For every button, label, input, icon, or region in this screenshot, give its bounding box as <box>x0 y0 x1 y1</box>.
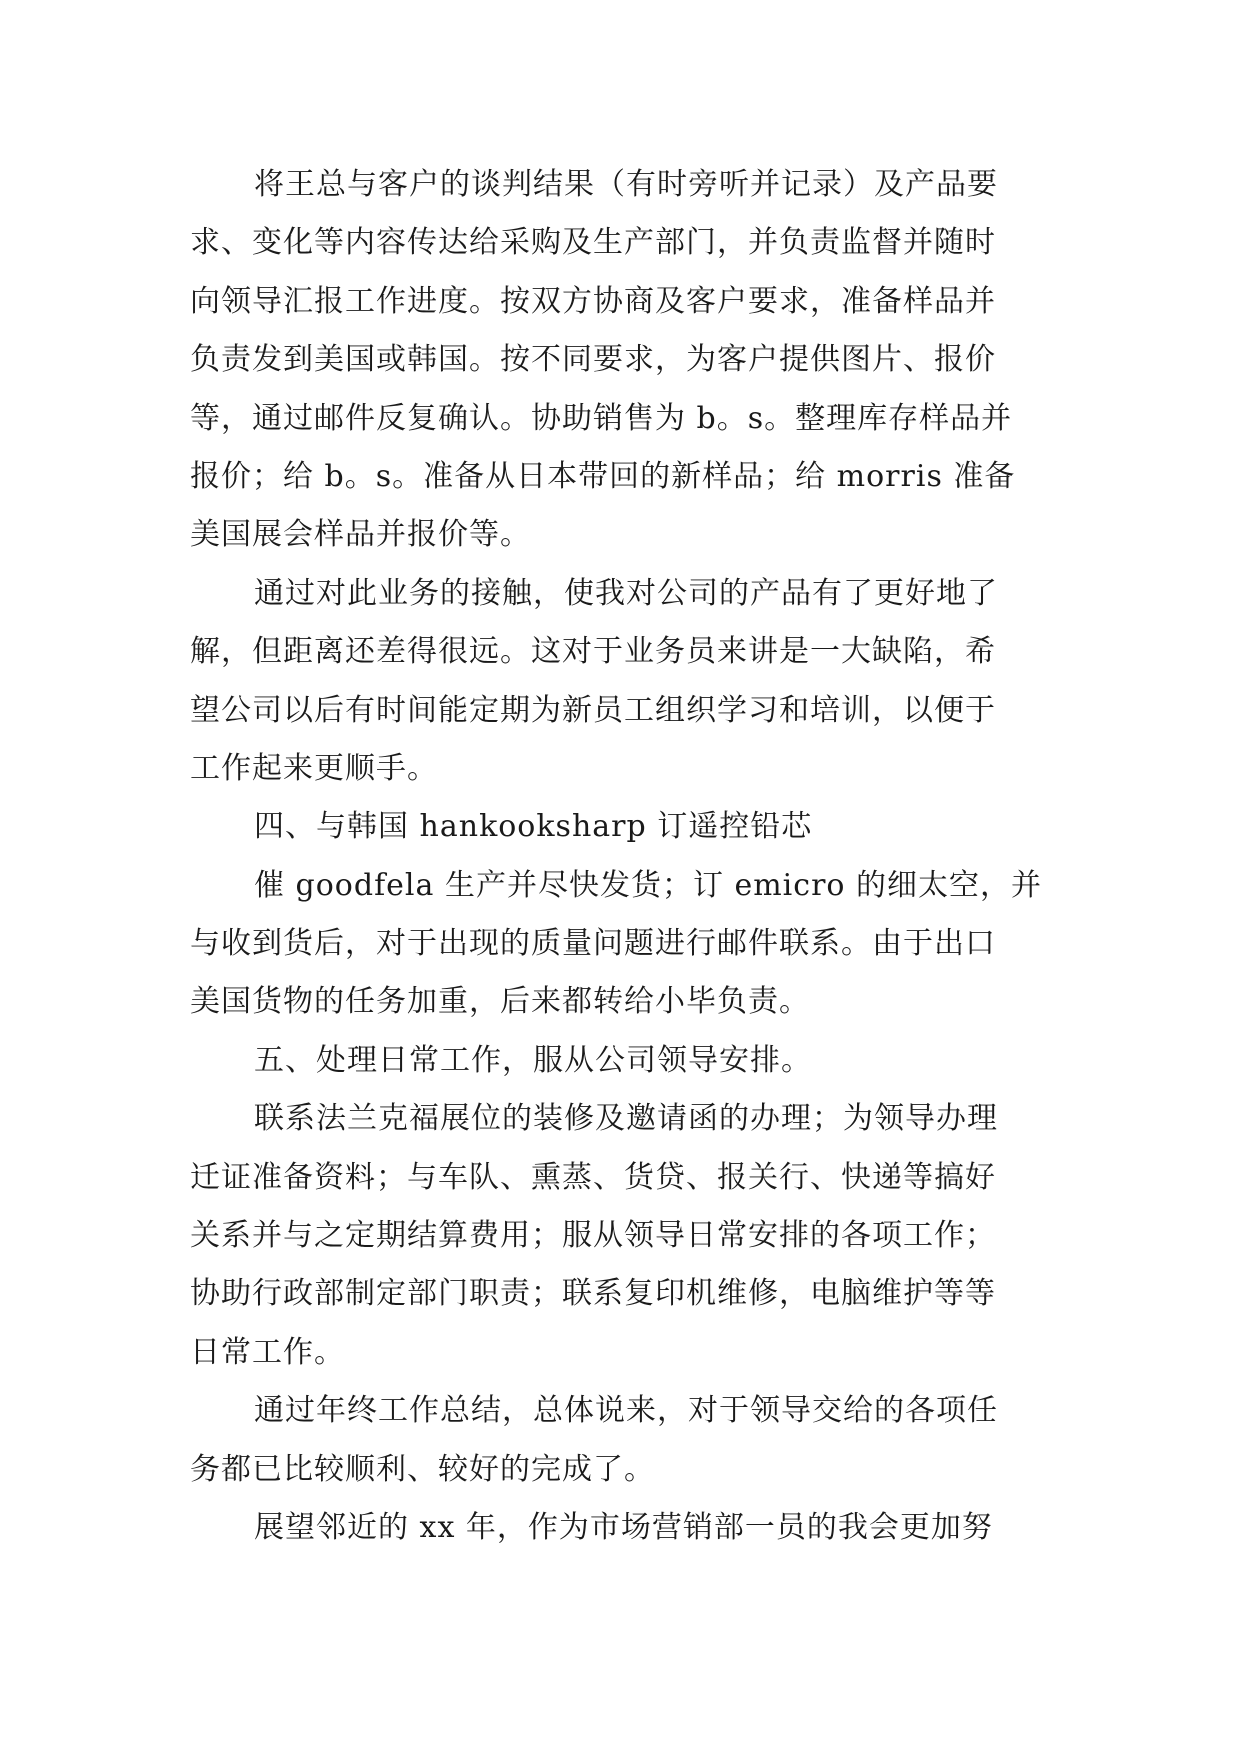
paragraph-line: 工作起来更顺手。 <box>190 750 438 786</box>
paragraph-line: 向领导汇报工作进度。按双方协商及客户要求，准备样品并 <box>190 283 996 319</box>
paragraph-line: 催 goodfela 生产并尽快发货；订 emicro 的细太空，并 <box>254 867 1043 903</box>
paragraph-line: 日常工作。 <box>190 1334 345 1370</box>
paragraph-line: 通过对此业务的接触，使我对公司的产品有了更好地了 <box>254 575 998 611</box>
document-body <box>190 156 1050 1557</box>
paragraph-line: 协助行政部制定部门职责；联系复印机维修，电脑维护等等 <box>190 1276 996 1312</box>
paragraph-line: 通过年终工作总结，总体说来，对于领导交给的各项任 <box>254 1393 998 1429</box>
paragraph-line: 求、变化等内容传达给采购及生产部门，并负责监督并随时 <box>190 225 996 261</box>
paragraph-line: 负责发到美国或韩国。按不同要求，为客户提供图片、报价 <box>190 342 996 378</box>
paragraph-line: 报价；给 b。s。准备从日本带回的新样品；给 morris 准备 <box>190 458 1016 494</box>
paragraph-line: 望公司以后有时间能定期为新员工组织学习和培训，以便于 <box>190 692 996 728</box>
paragraph-line: 与收到货后，对于出现的质量问题进行邮件联系。由于出口 <box>190 926 996 962</box>
paragraph-line: 展望邻近的 xx 年，作为市场营销部一员的我会更加努 <box>254 1509 993 1545</box>
section-heading: 五、处理日常工作，服从公司领导安排。 <box>254 1042 812 1078</box>
paragraph-line: 美国货物的任务加重，后来都转给小毕负责。 <box>190 984 810 1020</box>
paragraph-line: 将王总与客户的谈判结果（有时旁听并记录）及产品要 <box>254 167 998 202</box>
paragraph-line: 务都已比较顺利、较好的完成了。 <box>190 1451 655 1487</box>
paragraph-line: 联系法兰克福展位的装修及邀请函的办理；为领导办理 <box>254 1101 998 1137</box>
paragraph-line: 美国展会样品并报价等。 <box>190 517 531 553</box>
paragraph-line: 等，通过邮件反复确认。协助销售为 b。s。整理库存样品并 <box>190 400 1013 436</box>
paragraph-line: 迁证准备资料；与车队、熏蒸、货贷、报关行、快递等搞好 <box>190 1159 996 1195</box>
section-heading: 四、与韩国 hankooksharp 订遥控铅芯 <box>254 809 813 845</box>
paragraph-line: 解，但距离还差得很远。这对于业务员来讲是一大缺陷，希 <box>190 634 996 670</box>
paragraph-line: 关系并与之定期结算费用；服从领导日常安排的各项工作； <box>190 1218 996 1254</box>
